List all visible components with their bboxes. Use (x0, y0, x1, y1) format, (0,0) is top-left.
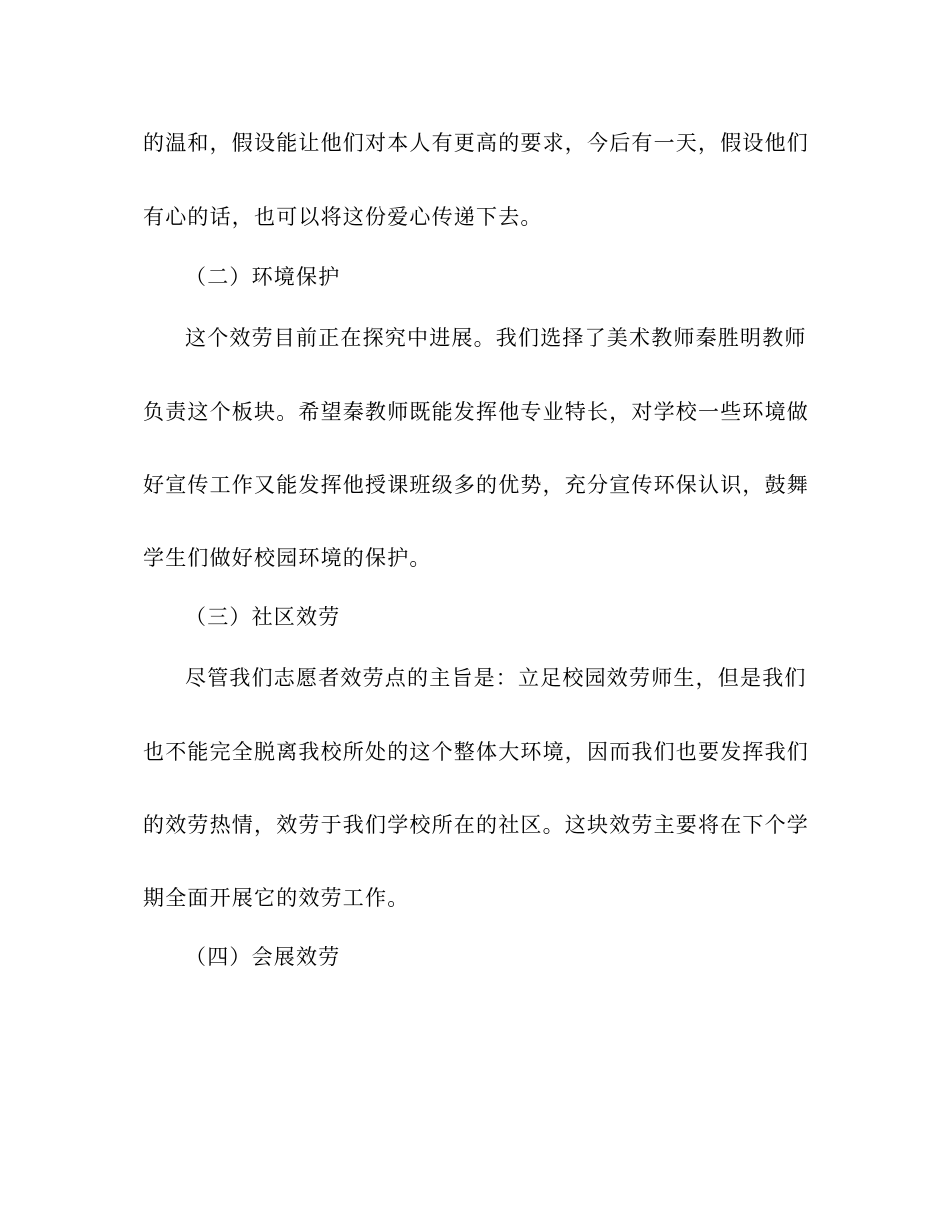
paragraph-line: 期全面开展它的效劳工作。 (143, 886, 410, 910)
paragraph-line: 这个效劳目前正在探究中进展。我们选择了美术教师秦胜明教师 (185, 326, 807, 350)
paragraph-line: 的效劳热情，效劳于我们学校所在的社区。这块效劳主要将在下个学 (143, 813, 809, 837)
paragraph-line: 的温和，假设能让他们对本人有更高的要求，今后有一天，假设他们 (143, 131, 809, 155)
paragraph-line: 好宣传工作又能发挥他授课班级多的优势，充分宣传环保认识，鼓舞 (143, 473, 809, 497)
paragraph-line: 学生们做好校园环境的保护。 (143, 546, 432, 570)
paragraph-line: 也不能完全脱离我校所处的这个整体大环境，因而我们也要发挥我们 (143, 740, 809, 764)
section-heading-community: （三）社区效劳 (185, 605, 341, 629)
section-heading-environment: （二）环境保护 (185, 265, 341, 289)
paragraph-line: 负责这个板块。希望秦教师既能发挥他专业特长，对学校一些环境做 (143, 400, 809, 424)
section-heading-exhibition: （四）会展效劳 (185, 945, 341, 969)
paragraph-line: 尽管我们志愿者效劳点的主旨是：立足校园效劳师生，但是我们 (185, 666, 807, 690)
paragraph-line: 有心的话，也可以将这份爱心传递下去。 (143, 205, 543, 229)
